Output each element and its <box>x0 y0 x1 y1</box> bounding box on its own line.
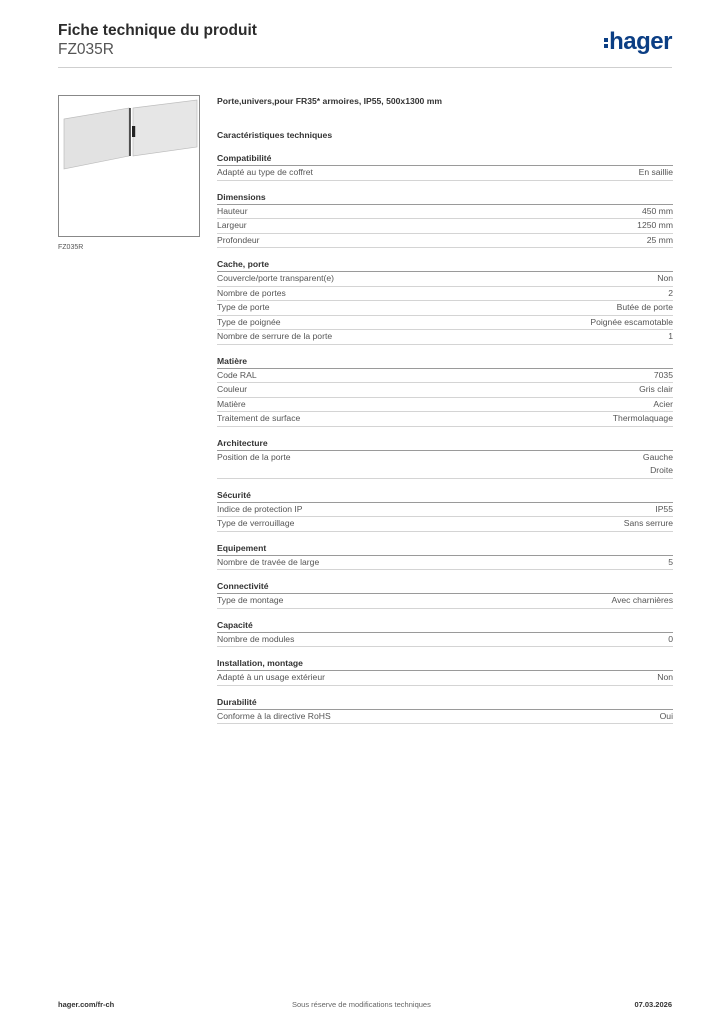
spec-label: Nombre de travée de large <box>217 556 320 567</box>
spec-value-line: 5 <box>668 556 673 567</box>
spec-label: Type de porte <box>217 302 270 312</box>
spec-value-line: Droite <box>650 465 673 475</box>
spec-row <box>217 556 673 571</box>
spec-group-title: Durabilité <box>217 696 673 710</box>
spec-group-title: Matière <box>217 355 673 369</box>
spec-label: Couleur <box>217 384 248 394</box>
page-title: Fiche technique du produit <box>58 22 257 39</box>
spec-value-line: Sans serrure <box>623 518 673 528</box>
spec-group-title: Equipement <box>217 542 673 556</box>
spec-value-line: 450 mm <box>641 205 673 216</box>
spec-label: Hauteur <box>217 205 248 216</box>
spec-group-title: Compatibilité <box>217 152 673 166</box>
spec-group <box>217 542 673 571</box>
spec-value <box>617 301 673 315</box>
spec-group <box>217 696 673 725</box>
spec-label: Matière <box>217 398 246 409</box>
spec-label: Type de montage <box>217 595 284 605</box>
footer-website: hager.com/fr-ch <box>58 1000 115 1009</box>
spec-value <box>639 166 673 180</box>
spec-value-line: En saillie <box>638 167 673 177</box>
spec-label: Conforme à la directive RoHS <box>217 710 331 721</box>
spec-value <box>655 503 673 517</box>
spec-value <box>639 383 673 397</box>
spec-value <box>654 369 673 383</box>
technical-characteristics-heading: Caractéristiques techniques <box>217 130 333 140</box>
spec-group-title: Sécurité <box>217 489 673 503</box>
spec-row <box>217 594 673 609</box>
spec-value-line: Avec charnières <box>611 595 673 605</box>
spec-value-line: 1250 mm <box>637 220 673 230</box>
spec-group-title: Architecture <box>217 437 673 451</box>
spec-row <box>217 503 673 518</box>
spec-value-line: Oui <box>659 710 673 721</box>
spec-value-line: Butée de porte <box>616 302 673 312</box>
spec-value-line: Acier <box>653 398 673 409</box>
spec-row <box>217 234 673 249</box>
spec-row <box>217 219 673 234</box>
logo-text: hager <box>609 28 672 55</box>
spec-value <box>657 272 673 286</box>
spec-value <box>668 330 673 344</box>
hager-logo <box>604 28 672 56</box>
spec-row <box>217 710 673 725</box>
spec-row <box>217 412 673 427</box>
spec-value-line: IP55 <box>655 503 673 514</box>
spec-row <box>217 316 673 331</box>
spec-group <box>217 657 673 686</box>
spec-label: Nombre de modules <box>217 633 295 644</box>
spec-label: Adapté à un usage extérieur <box>217 672 325 682</box>
spec-label: Nombre de portes <box>217 287 286 298</box>
spec-value <box>590 316 673 330</box>
spec-row <box>217 287 673 302</box>
header-divider <box>58 67 672 68</box>
spec-value <box>657 671 673 685</box>
spec-group-title: Capacité <box>217 619 673 633</box>
spec-value <box>624 517 673 531</box>
spec-row <box>217 301 673 316</box>
footer-date: 07.03.2026 <box>634 1000 672 1009</box>
spec-value-line: 0 <box>668 633 673 644</box>
spec-content <box>217 96 673 724</box>
spec-label: Couvercle/porte transparent(e) <box>217 273 335 283</box>
spec-label: Adapté au type de coffret <box>217 167 313 177</box>
spec-label: Type de poignée <box>217 316 281 327</box>
product-description: Porte,univers,pour FR35* armoires, IP55, 500x1300 mm <box>217 96 442 106</box>
spec-group <box>217 191 673 249</box>
spec-label: Type de verrouillage <box>217 518 295 528</box>
spec-value-line: Gauche <box>642 451 673 462</box>
spec-value <box>643 451 673 478</box>
spec-label: Nombre de serrure de la porte <box>217 331 333 341</box>
product-image <box>58 95 200 237</box>
product-reference: FZ035R <box>58 41 114 58</box>
product-image-caption: FZ035R <box>58 244 84 251</box>
spec-row <box>217 272 673 287</box>
document-header <box>58 22 257 59</box>
spec-label: Code RAL <box>217 369 257 380</box>
spec-value-line: Non <box>657 273 673 283</box>
spec-value <box>660 710 673 724</box>
spec-value <box>653 398 673 412</box>
spec-row <box>217 398 673 413</box>
spec-group <box>217 152 673 181</box>
spec-value <box>668 287 673 301</box>
spec-row <box>217 517 673 532</box>
spec-label: Largeur <box>217 220 247 230</box>
spec-value <box>612 594 673 608</box>
spec-value-line: Non <box>657 672 673 682</box>
spec-group <box>217 619 673 648</box>
spec-group-title: Connectivité <box>217 580 673 594</box>
spec-value-line: 7035 <box>653 369 673 380</box>
spec-group <box>217 437 673 479</box>
spec-value <box>637 219 673 233</box>
spec-row <box>217 633 673 648</box>
spec-value-line: Thermolaquage <box>612 413 673 423</box>
spec-value <box>613 412 673 426</box>
spec-value-line: 2 <box>668 287 673 298</box>
spec-value <box>668 633 673 647</box>
spec-group <box>217 258 673 345</box>
spec-value-line: 1 <box>668 331 673 341</box>
spec-group-title: Cache, porte <box>217 258 673 272</box>
door-panels-icon <box>59 96 199 236</box>
spec-group <box>217 489 673 532</box>
logo-dots-icon <box>604 36 608 50</box>
spec-value <box>642 205 673 219</box>
spec-label: Position de la porte <box>217 451 291 462</box>
spec-value <box>647 234 673 248</box>
spec-label: Traitement de surface <box>217 413 301 423</box>
spec-value-line: Poignée escamotable <box>590 316 673 327</box>
spec-value-line: Gris clair <box>639 384 673 394</box>
spec-groups <box>217 152 673 724</box>
spec-row <box>217 369 673 384</box>
spec-row <box>217 383 673 398</box>
spec-label: Profondeur <box>217 234 260 245</box>
spec-row <box>217 451 673 479</box>
spec-row <box>217 671 673 686</box>
spec-group-title: Installation, montage <box>217 657 673 671</box>
spec-row <box>217 330 673 345</box>
spec-label: Indice de protection IP <box>217 503 303 514</box>
footer-notice: Sous réserve de modifications techniques <box>292 1000 431 1009</box>
spec-row <box>217 166 673 181</box>
spec-value <box>668 556 673 570</box>
spec-group <box>217 355 673 427</box>
spec-group-title: Dimensions <box>217 191 673 205</box>
spec-row <box>217 205 673 220</box>
spec-group <box>217 580 673 609</box>
spec-value-line: 25 mm <box>646 234 673 245</box>
